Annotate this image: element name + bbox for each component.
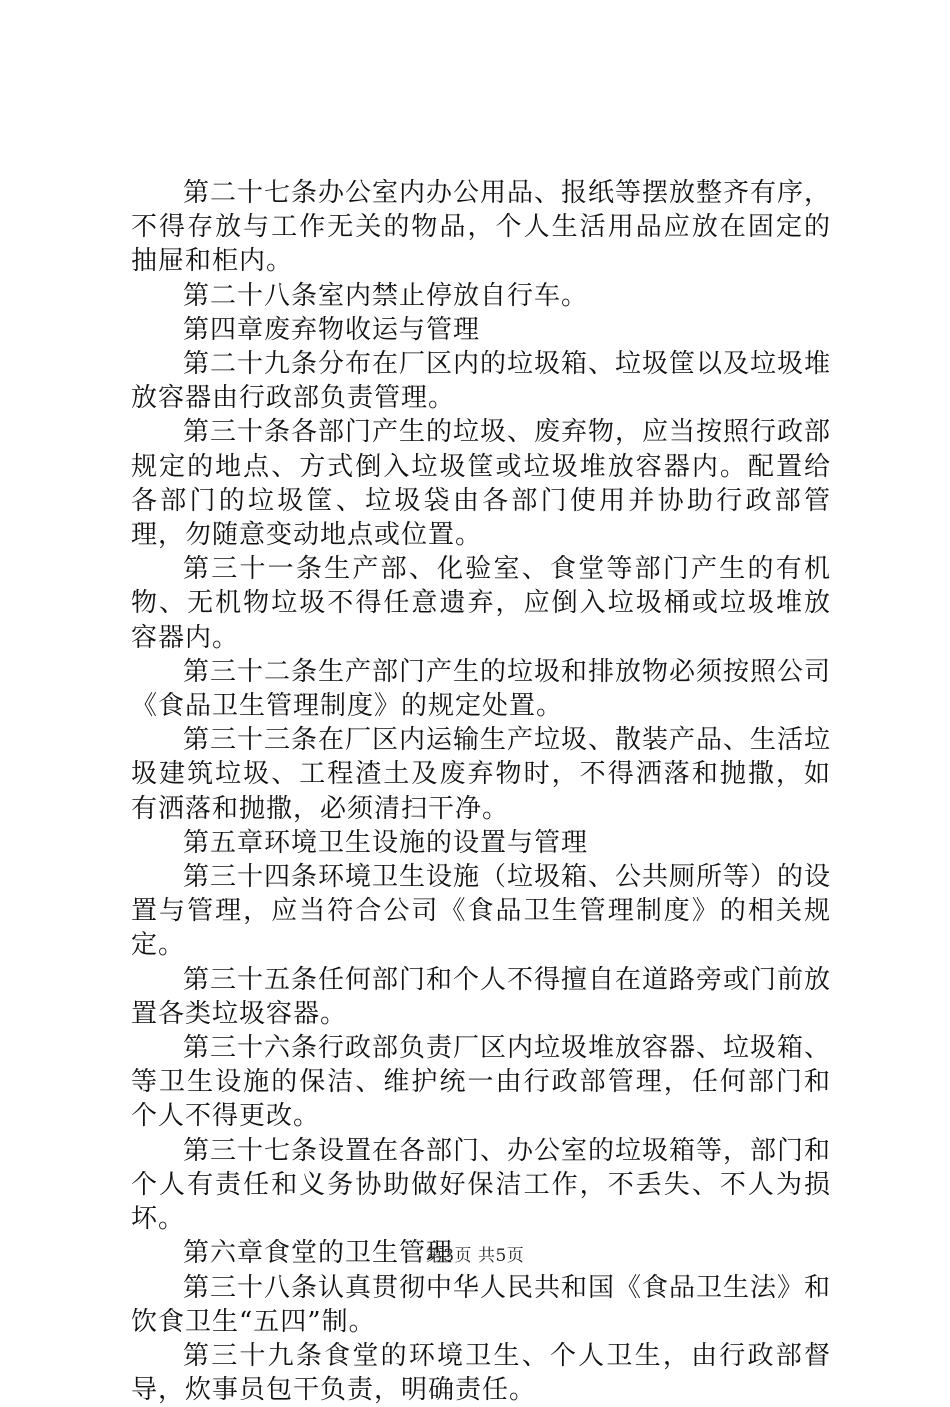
paragraph: 第三十六条行政部负责厂区内垃圾堆放容器、垃圾箱、等卫生设施的保洁、维护统一由行政部管理，任何部门和个人不得更改。 [131,1033,832,1132]
chapter-heading: 第五章环境卫生设施的设置与管理 [183,827,589,858]
chapter-heading: 第六章食堂的卫生管理 [183,1238,454,1269]
paragraph: 第三十四条环境卫生设施（垃圾箱、公共厕所等）的设置与管理，应当符合公司《食品卫生管理制度》的相关规定。 [131,862,832,961]
paragraph: 第三十五条任何部门和个人不得擅自在道路旁或门前放置各类垃圾容器。 [131,964,832,1029]
paragraph: 第三十三条在厂区内运输生产垃圾、散装产品、生活垃圾建筑垃圾、工程渣土及废弃物时，不得洒落和抛撒，如有洒落和抛撒，必须清扫干净。 [131,725,832,824]
document-body [131,176,831,1407]
chapter-heading: 第四章废弃物收运与管理 [183,314,481,345]
paragraph: 第三十条各部门产生的垃圾、废弃物，应当按照行政部规定的地点、方式倒入垃圾筐或垃圾堆放容器内。配置给各部门的垃圾筐、垃圾袋由各部门使用并协助行政部管理，勿随意变动地点或位置。 [131,417,832,551]
paragraph: 第三十七条设置在各部门、办公室的垃圾箱等，部门和个人有责任和义务协助做好保洁工作，不丢失、不人为损坏。 [131,1135,832,1235]
paragraph: 第二十七条办公室内办公用品、报纸等摆放整齐有序，不得存放与工作无关的物品，个人生活用品应放在固定的抽屉和柜内。 [131,178,832,277]
paragraph: 第三十二条生产部门产生的垃圾和排放物必须按照公司《食品卫生管理制度》的规定处置。 [131,656,832,722]
paragraph: 第二十八条室内禁止停放自行车。 [183,280,589,311]
paragraph: 第二十九条分布在厂区内的垃圾箱、垃圾筐以及垃圾堆放容器由行政部负责管理。 [131,349,832,414]
page-number-label: 第3页 共5页 [425,1246,525,1266]
paragraph: 第三十九条食堂的环境卫生、个人卫生，由行政部督导，炊事员包干负责，明确责任。 [131,1340,831,1406]
page-footer [0,1241,950,1266]
paragraph: 第三十八条认真贯彻中华人民共和国《食品卫生法》和饮食卫生“五四”制。 [131,1272,832,1337]
paragraph: 第三十一条生产部、化验室、食堂等部门产生的有机物、无机物垃圾不得任意遗弃，应倒入垃圾桶或垃圾堆放容器内。 [131,554,831,653]
